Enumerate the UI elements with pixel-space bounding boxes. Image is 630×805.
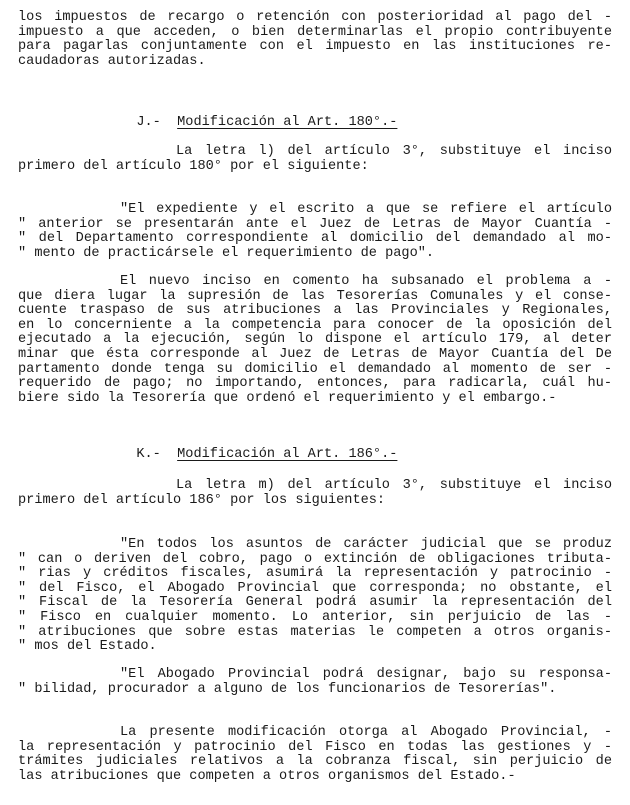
text-line: la representación y patrocinio del Fisco en todas las gestiones y - — [18, 739, 612, 755]
text-line: trámites judiciales relativos a la cobranza fiscal, sin perjuicio de — [18, 754, 612, 770]
text-line: biere sido la Tesorería que ordenó el requerimiento y el embargo.- — [18, 390, 557, 406]
text-line: El nuevo inciso en comento ha subsanado el problema a - — [120, 274, 612, 289]
text-line: primero del artículo 186° por los siguientes: — [18, 492, 386, 508]
text-line: para pagarlas conjuntamente con el impuesto en las instituciones re- — [18, 39, 612, 55]
section-letter: K.- — [136, 447, 161, 462]
section-heading-j — [120, 100, 397, 130]
text-line: primero del artículo 180° por el siguiente: — [18, 158, 369, 174]
text-line: "El expediente y el escrito a que se refiere el artículo — [120, 202, 612, 217]
paragraph-intro — [18, 11, 612, 69]
text-line: partamento donde tenga su domicilio el demandado al momento de ser - — [18, 361, 612, 377]
text-line: " bilidad, procurador a alguno de los funcionarios de Tesorerías". — [18, 681, 557, 697]
text-line: ejecutado a la ejecución, según lo dispone el artículo 179, al deter — [18, 332, 612, 348]
text-line: " rias y créditos fiscales, asumirá la representación y patrocinio - — [18, 566, 612, 582]
quote-art-186-second — [18, 668, 612, 697]
quote-art-180 — [18, 203, 612, 261]
text-line: en lo concerniente a la competencia para conocer de la oposición del — [18, 317, 612, 333]
text-line: impuesto a que acceden, o bien determinarlas el propio contribuyente — [18, 24, 612, 40]
text-line: " can o deriven del cobro, pago o extinción de obligaciones tributa- — [18, 551, 612, 567]
text-line: " mento de practicársele el requerimiento de pago". — [18, 245, 435, 261]
text-line: " mos del Estado. — [18, 639, 157, 655]
section-title: Modificación al Art. 186°.- — [177, 447, 398, 462]
text-line: que diera lugar la supresión de las Tesorerías Comunales y el conse- — [18, 288, 612, 304]
text-line: cuente traspaso de sus atribuciones a las Provinciales y Regionales, — [18, 303, 612, 319]
text-line: " del Departamento correspondiente al domicilio del demandado al mo- — [18, 231, 612, 247]
quote-art-186-first — [18, 538, 612, 655]
section-letter: J.- — [136, 115, 161, 130]
text-line: "En todos los asuntos de carácter judicial que se produz — [120, 537, 612, 552]
paragraph-commentary-180 — [18, 275, 612, 406]
text-line: " Fiscal de la Tesorería General podrá asumir la representación del — [18, 595, 612, 611]
text-line: los impuestos de recargo o retención con posterioridad al pago del - — [18, 10, 612, 25]
text-line: las atribuciones que competen a otros organismos del Estado.- — [18, 768, 516, 784]
text-line: minar que ésta corresponde al Juez de Letras de Mayor Cuantía del De — [18, 346, 612, 362]
paragraph-commentary-186 — [18, 726, 612, 784]
section-heading-k — [120, 432, 397, 462]
text-line: " del Fisco, el Abogado Provincial que corresponda; no obstante, el — [18, 580, 612, 596]
text-line: La presente modificación otorga al Abogado Provincial, - — [120, 725, 612, 740]
text-line: " atribuciones que sobre estas materias le competen a otros organis- — [18, 624, 612, 640]
text-line: requerido de pago; no importando, entonces, para radicarla, cuál hu- — [18, 376, 612, 392]
text-line: La letra m) del artículo 3°, substituye el inciso — [176, 478, 612, 493]
section-title: Modificación al Art. 180°.- — [177, 115, 398, 130]
text-line: " Fisco en cualquier momento. Lo anterior, sin perjuicio de las - — [18, 609, 612, 625]
text-line: La letra l) del artículo 3°, substituye el inciso — [176, 144, 612, 159]
paragraph-letra-l — [18, 145, 612, 174]
text-line: caudadoras autorizadas. — [18, 53, 206, 69]
text-line: "El Abogado Provincial podrá designar, bajo su responsa- — [120, 667, 612, 682]
text-line: " anterior se presentarán ante el Juez de Letras de Mayor Cuantía - — [18, 216, 612, 232]
paragraph-letra-m — [18, 479, 612, 508]
